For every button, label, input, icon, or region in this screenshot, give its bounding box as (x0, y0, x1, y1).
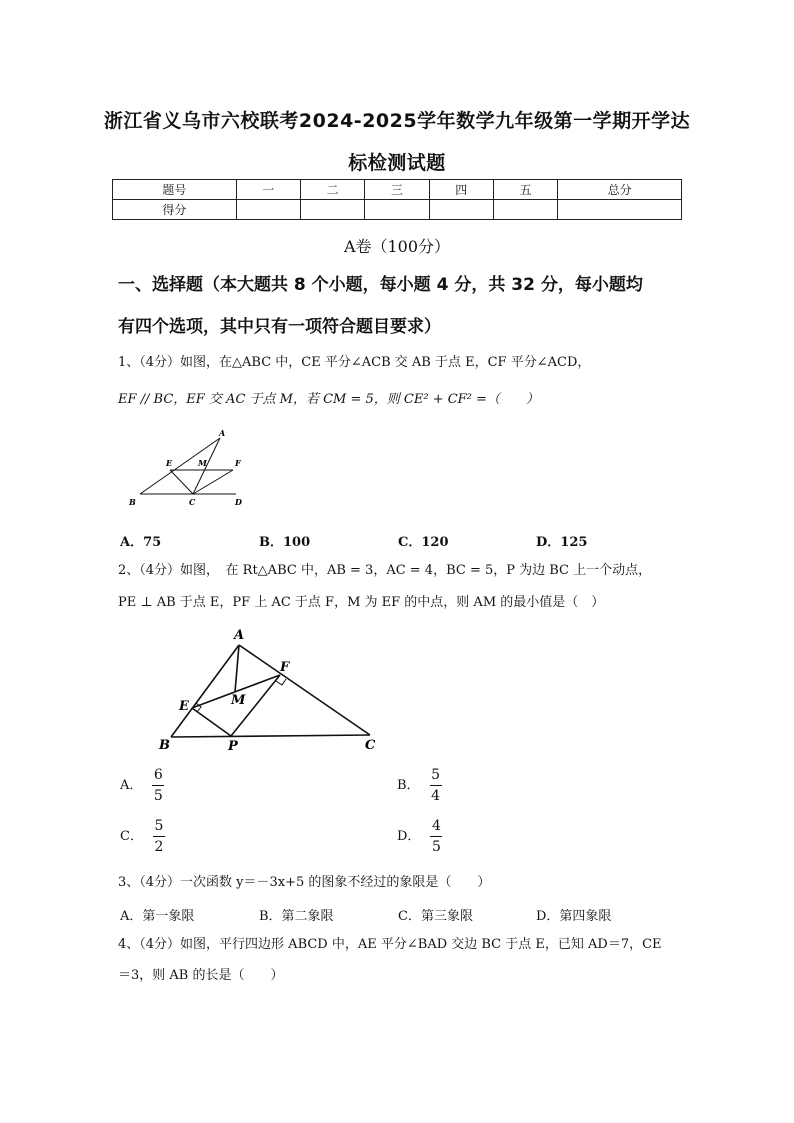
q3-option-b[interactable]: B．第二象限 (259, 909, 334, 924)
q2-option-b[interactable] (397, 767, 442, 804)
page-title-line-1: 浙江省义乌市六校联考2024-2025学年数学九年级第一学期开学达 (103, 110, 691, 132)
line-bc (171, 735, 370, 737)
fig2-label-m: M (231, 693, 246, 708)
question-3-line-1: 3、（4分）一次函数 y＝－3x+5 的图象不经过的象限是（ ） (118, 875, 491, 890)
volume-heading: A卷（100分） (343, 237, 451, 256)
fraction-numerator: 5 (154, 818, 164, 834)
question-1-line-1: 1、（4分）如图，在△ABC 中，CE 平分∠ACB 交 AB 于点 E，CF 平分∠ACD， (118, 355, 591, 370)
q3-option-d[interactable]: D．第四象限 (536, 909, 612, 924)
score-table-header-cell: 一 (236, 180, 300, 200)
q2-option-a[interactable] (120, 767, 164, 804)
question-2-line-2: PE ⊥ AB 于点 E，PF 上 AC 于点 F，M 为 EF 的中点，则 AM 的最小值是（ ） (118, 595, 605, 610)
q1-option-c[interactable]: C．120 (398, 535, 449, 550)
score-cell (558, 200, 682, 220)
question-2-line-1: 2、（4分）如图， 在 Rt△ABC 中，AB = 3，AC = 4，BC = 5，P 为边 BC 上一个动点， (118, 563, 652, 578)
question-4-line-1: 4、（4分）如图，平行四边形 ABCD 中，AE 平分∠BAD 交边 BC 于点 E，已知 AD＝7，CE (118, 937, 662, 952)
line-ac (239, 645, 370, 735)
score-table-score-row (113, 200, 682, 220)
fraction (430, 818, 442, 855)
q1-option-a[interactable]: A．75 (120, 535, 162, 550)
fraction-numerator: 6 (153, 767, 163, 783)
score-cell (300, 200, 364, 220)
line-ba (171, 645, 239, 737)
fig1-label-a: A (219, 428, 226, 438)
fraction-denominator: 5 (431, 839, 441, 855)
fig1-label-f: F (235, 458, 241, 468)
score-table-header-cell: 五 (493, 180, 557, 200)
score-cell (236, 200, 300, 220)
fig1-label-c: C (189, 497, 196, 507)
fraction (430, 767, 442, 804)
fig1-label-e: E (166, 458, 173, 468)
q2-option-c-letter: C． (120, 829, 143, 844)
q2-option-d[interactable] (397, 818, 442, 855)
fig2-label-f: F (280, 660, 290, 675)
fraction-numerator: 5 (431, 767, 441, 783)
score-table-header-cell: 三 (365, 180, 429, 200)
fraction-denominator: 2 (154, 839, 164, 855)
q1-option-d[interactable]: D．125 (536, 535, 588, 550)
score-table-header-cell: 总分 (558, 180, 682, 200)
question-2-figure (150, 625, 390, 755)
right-angle-mark-f (276, 679, 286, 685)
line-ba (140, 438, 220, 494)
fraction (153, 818, 165, 855)
score-cell (493, 200, 557, 220)
score-cell (429, 200, 493, 220)
fig2-label-a: A (234, 628, 245, 643)
score-table-header-cell: 题号 (113, 180, 237, 200)
fraction (152, 767, 164, 804)
line-am (235, 645, 239, 692)
section-heading-line-1: 一、选择题（本大题共 8 个小题，每小题 4 分，共 32 分，每小题均 (118, 275, 643, 295)
q2-option-d-letter: D． (397, 829, 421, 844)
q2-option-c[interactable] (120, 818, 165, 855)
q3-option-c[interactable]: C．第三象限 (398, 909, 473, 924)
line-pe (192, 708, 231, 736)
fraction-denominator: 5 (153, 788, 163, 804)
score-cell (365, 200, 429, 220)
fig2-label-p: P (228, 739, 238, 754)
fig1-label-m: M (198, 458, 207, 468)
fig2-label-e: E (179, 699, 189, 714)
q2-option-b-letter: B． (397, 778, 420, 793)
fig1-label-d: D (235, 497, 242, 507)
score-table (112, 179, 682, 220)
fig1-label-b: B (129, 497, 136, 507)
question-4-line-2: ＝3，则 AB 的长是（ ） (118, 968, 284, 983)
page-title-line-2: 标检测试题 (348, 152, 446, 174)
fig2-label-c: C (365, 738, 376, 753)
line-ec (170, 470, 193, 494)
score-table-header-cell: 四 (429, 180, 493, 200)
section-heading-line-2: 有四个选项，其中只有一项符合题目要求） (118, 317, 441, 337)
q2-option-a-letter: A． (120, 778, 143, 793)
score-table-header-row (113, 180, 682, 200)
score-table-header-cell: 二 (300, 180, 364, 200)
q1-option-b[interactable]: B．100 (259, 535, 311, 550)
fig2-label-b: B (159, 738, 170, 753)
fraction-denominator: 4 (431, 788, 441, 804)
question-1-figure (120, 425, 260, 515)
score-table-row-label: 得分 (113, 200, 237, 220)
fraction-numerator: 4 (431, 818, 441, 834)
question-1-line-2: EF // BC，EF 交 AC 于点 M，若 CM = 5，则 CE² + CF² =（ ） (118, 392, 539, 407)
q3-option-a[interactable]: A．第一象限 (120, 909, 195, 924)
